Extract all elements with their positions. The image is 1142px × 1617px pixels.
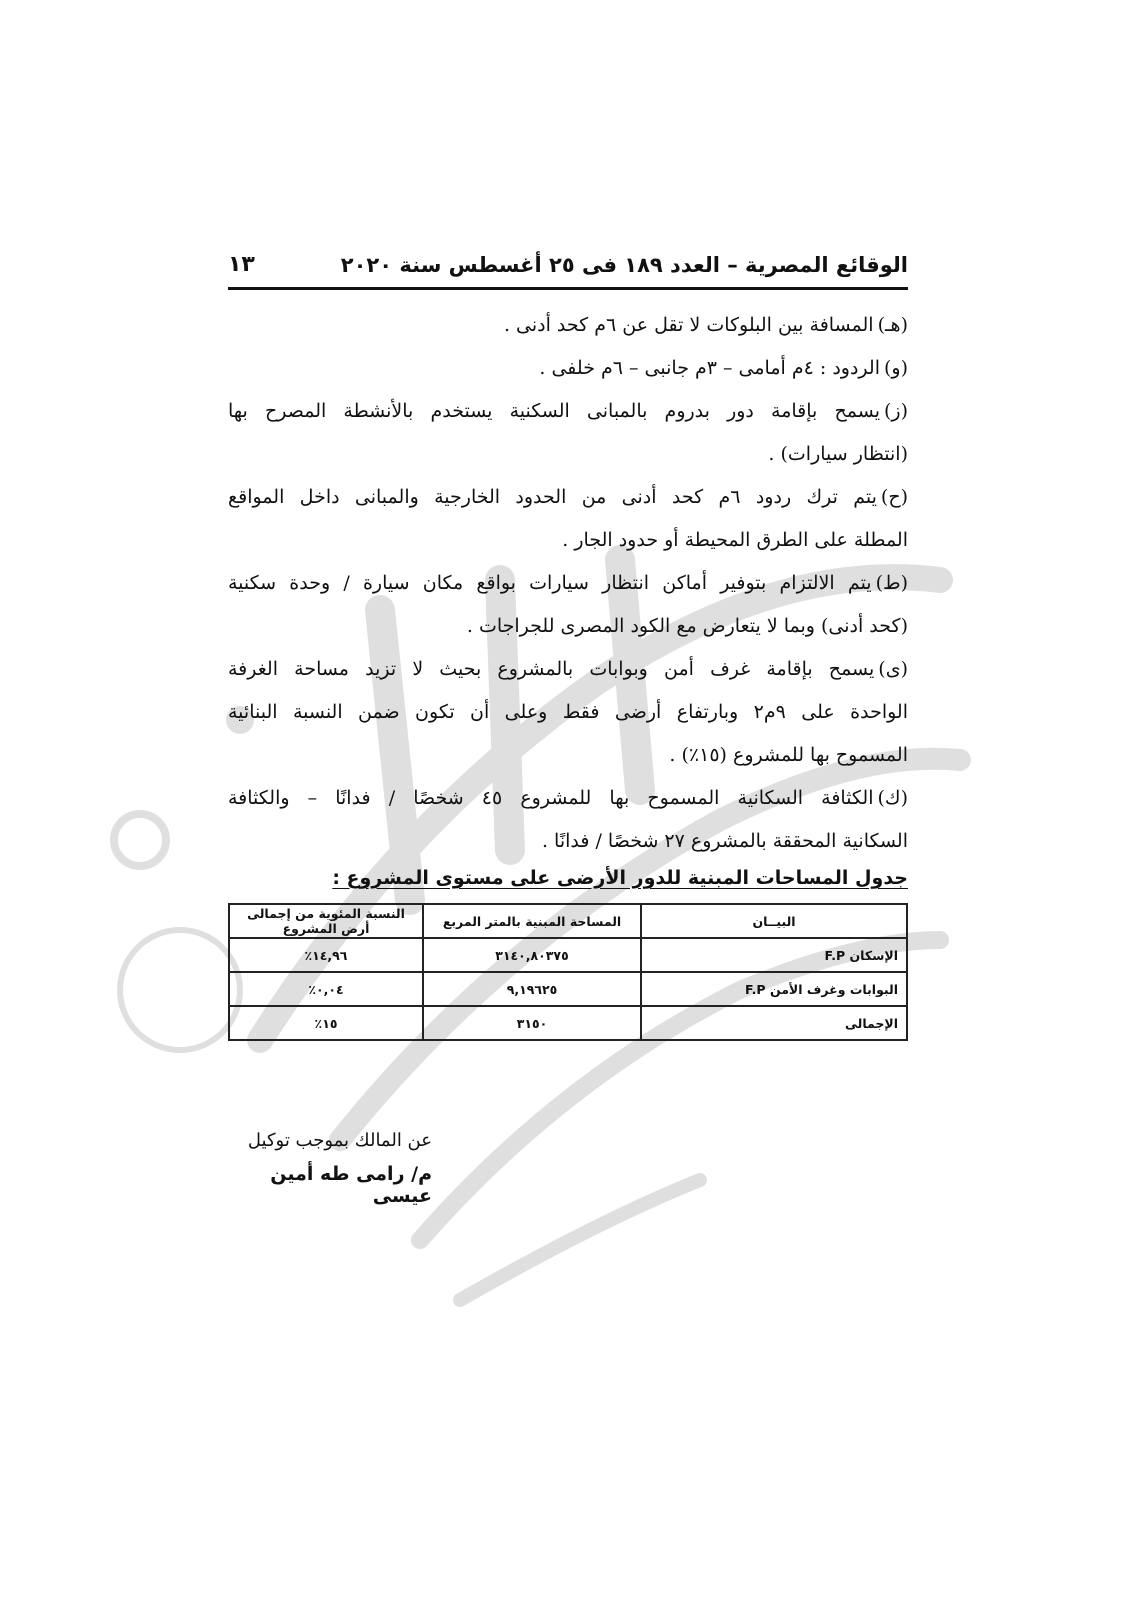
signature-on-behalf: عن المالك بموجب توكيل xyxy=(247,1130,432,1151)
clause-text: المسافة بين البلوكات لا تقل عن ٦م كحد أدنى . xyxy=(503,314,874,336)
clause-h xyxy=(228,304,908,347)
table-row xyxy=(229,1006,907,1040)
clause-text: يتم الالتزام بتوفير أماكن انتظار سيارات بواقع مكان سيارة / وحدة سكنية xyxy=(228,572,872,594)
clause-label: (ط) xyxy=(875,572,908,594)
clause-text: الردود : ٤م أمامى – ٣م جانبى – ٦م خلفى . xyxy=(539,357,880,379)
clause-h2 xyxy=(228,476,908,519)
clause-label: (ز) xyxy=(883,400,908,422)
clause-w xyxy=(228,347,908,390)
table-cell: ٣١٥٠ xyxy=(423,1006,641,1040)
table-cell: البوابات وغرف الأمن F.P xyxy=(641,972,907,1006)
table-header-row xyxy=(229,904,907,938)
column-header: النسبة المئوية من إجمالى أرض المشروع xyxy=(229,904,423,938)
header-title: الوقائع المصرية – العدد ١٨٩ فى ٢٥ أغسطس سنة ٢٠٢٠ xyxy=(340,253,908,277)
page-number: ١٣ xyxy=(228,252,255,277)
clause-text: يتم ترك ردود ٦م كحد أدنى من الحدود الخارجية والمبانى داخل المواقع xyxy=(228,486,877,508)
clause-text: المطلة على الطرق المحيطة أو حدود الجار . xyxy=(562,529,908,551)
table-cell: ١٤,٩٦٪ xyxy=(229,938,423,972)
clause-label: (ى) xyxy=(878,658,908,680)
signature-name: م/ رامى طه أمين عيسى xyxy=(270,1163,432,1207)
signature-block xyxy=(232,1130,432,1207)
table-cell: الإجمالى xyxy=(641,1006,907,1040)
table-cell: ٣١٤٠,٨٠٣٧٥ xyxy=(423,938,641,972)
clause-text: السكانية المحققة بالمشروع ٢٧ شخصًا / فدانًا . xyxy=(541,830,908,852)
page-header xyxy=(228,252,908,290)
clause-text: الواحدة على ٩م٢ وبارتفاع أرضى فقط وعلى أن تكون ضمن النسبة البنائية xyxy=(228,701,908,723)
clause-label: (و) xyxy=(883,357,908,379)
clause-t xyxy=(228,562,908,605)
clause-text: يسمح بإقامة دور بدروم بالمبانى السكنية يستخدم بالأنشطة المصرح بها xyxy=(228,400,880,422)
clause-text: الكثافة السكانية المسموح بها للمشروع ٤٥ شخصًا / فدانًا – والكثافة xyxy=(228,787,874,809)
clause-continuation xyxy=(228,820,908,863)
areas-table xyxy=(228,903,908,1041)
clause-label: (ك) xyxy=(877,787,908,809)
column-header: المساحة المبنية بالمتر المربع xyxy=(423,904,641,938)
table-cell: ٠,٠٤٪ xyxy=(229,972,423,1006)
clause-text: المسموح بها للمشروع (١٥٪) . xyxy=(669,744,908,766)
clause-continuation xyxy=(228,605,908,648)
clause-text: (انتظار سيارات) . xyxy=(768,443,908,465)
table-row xyxy=(229,972,907,1006)
clause-continuation xyxy=(228,433,908,476)
clause-k xyxy=(228,777,908,820)
clause-continuation xyxy=(228,734,908,777)
clause-label: (ح) xyxy=(880,486,908,508)
clause-z xyxy=(228,390,908,433)
clause-continuation xyxy=(228,691,908,734)
table-cell: الإسكان F.P xyxy=(641,938,907,972)
table-cell: ١٥٪ xyxy=(229,1006,423,1040)
clause-label: (هـ) xyxy=(877,314,908,336)
table-row xyxy=(229,938,907,972)
clause-text: (كحد أدنى) وبما لا يتعارض مع الكود المصرى للجراجات . xyxy=(466,615,908,637)
clause-list xyxy=(228,304,908,863)
clause-y xyxy=(228,648,908,691)
document-page xyxy=(228,252,908,1041)
column-header: البيــان xyxy=(641,904,907,938)
table-cell: ٩,١٩٦٢٥ xyxy=(423,972,641,1006)
clause-text: يسمح بإقامة غرف أمن وبوابات بالمشروع بحيث لا تزيد مساحة الغرفة xyxy=(228,658,875,680)
table-title: جدول المساحات المبنية للدور الأرضى على مستوى المشروع : xyxy=(332,867,908,889)
clause-continuation xyxy=(228,519,908,562)
